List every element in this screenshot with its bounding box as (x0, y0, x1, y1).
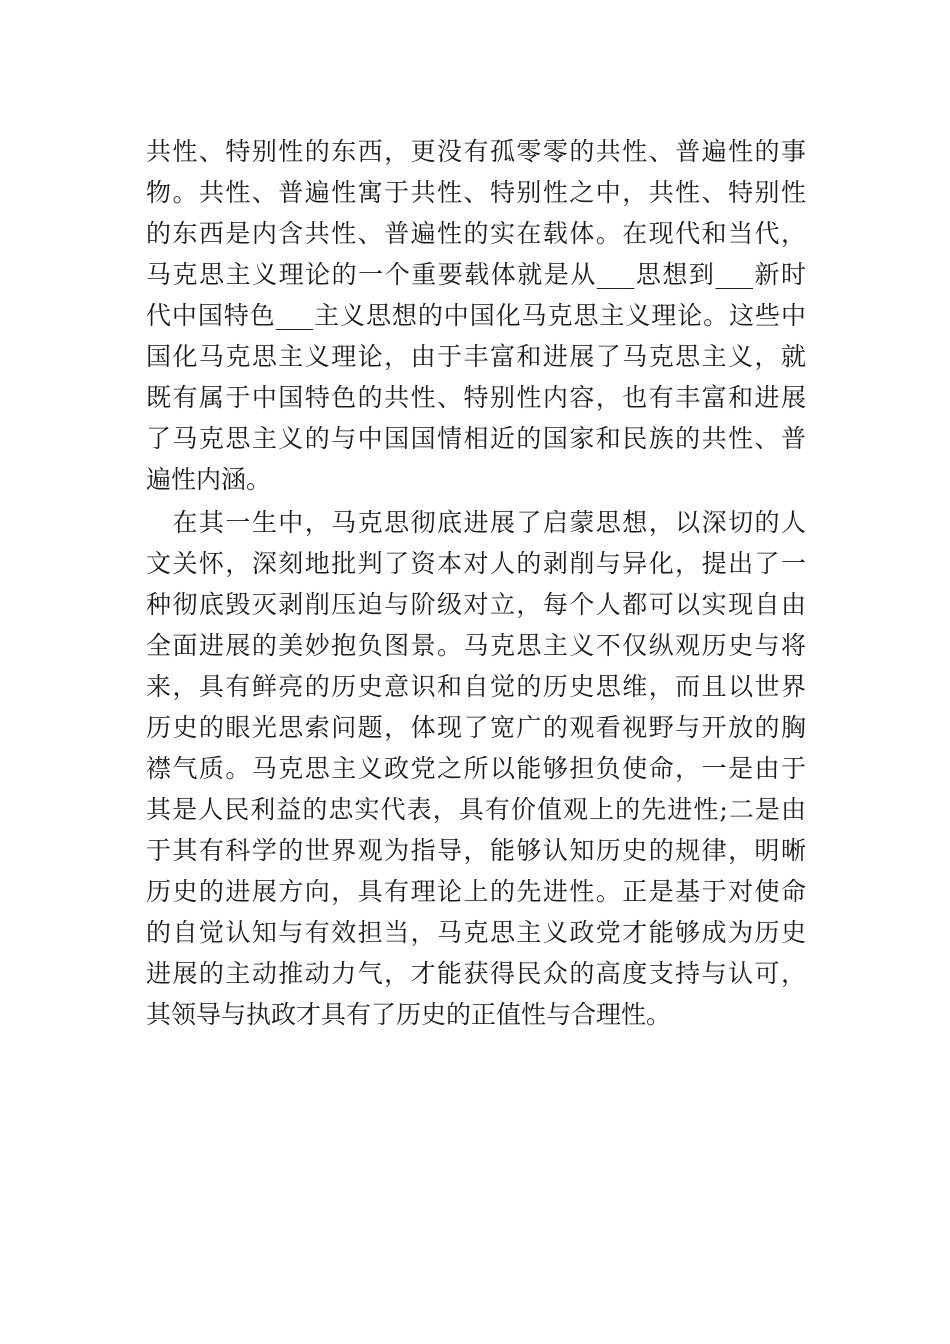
text-line: 遍性内涵。 (146, 465, 272, 494)
text-line: 襟气质。马克思主义政党之所以能够担负使命，一是由于 (146, 754, 806, 783)
paragraph-2 (146, 502, 806, 1035)
text-line: 了马克思主义的与中国国情相近的国家和民族的共性、普 (146, 424, 806, 453)
text-line: 既有属于中国特色的共性、特别性内容，也有丰富和进展 (146, 383, 806, 412)
text-line: 种彻底毁灭剥削压迫与阶级对立，每个人都可以实现自由 (146, 590, 806, 619)
text-line: 来，具有鲜亮的历史意识和自觉的历史思维，而且以世界 (146, 672, 806, 701)
text-line: 其领导与执政才具有了历史的正值性与合理性。 (146, 1000, 672, 1029)
text-line: 于其有科学的世界观为指导，能够认知历史的规律，明晰 (146, 836, 806, 865)
text-line: 文关怀，深刻地批判了资本对人的剥削与异化，提出了一 (146, 549, 806, 578)
paragraph-1 (146, 131, 806, 500)
document-body (146, 131, 806, 1035)
text-line: 马克思主义理论的一个重要载体就是从___思想到___新时 (146, 260, 806, 289)
text-line: 代中国特色___主义思想的中国化马克思主义理论。这些中 (146, 301, 806, 330)
text-line: 共性、特别性的东西，更没有孤零零的共性、普遍性的事 (146, 137, 806, 166)
text-line: 的东西是内含共性、普遍性的实在载体。在现代和当代， (146, 219, 806, 248)
text-line: 国化马克思主义理论，由于丰富和进展了马克思主义，就 (146, 342, 806, 371)
text-line: 物。共性、普遍性寓于共性、特别性之中，共性、特别性 (146, 178, 806, 207)
text-line: 全面进展的美妙抱负图景。马克思主义不仅纵观历史与将 (146, 631, 806, 660)
text-line: 的自觉认知与有效担当，马克思主义政党才能够成为历史 (146, 918, 806, 947)
text-line: 进展的主动推动力气，才能获得民众的高度支持与认可， (146, 959, 806, 988)
text-line: 在其一生中，马克思彻底进展了启蒙思想，以深切的人 (146, 508, 806, 537)
text-line: 历史的进展方向，具有理论上的先进性。正是基于对使命 (146, 877, 806, 906)
text-line: 历史的眼光思索问题，体现了宽广的观看视野与开放的胸 (146, 713, 806, 742)
text-line: 其是人民利益的忠实代表，具有价值观上的先进性;二是由 (146, 795, 806, 824)
